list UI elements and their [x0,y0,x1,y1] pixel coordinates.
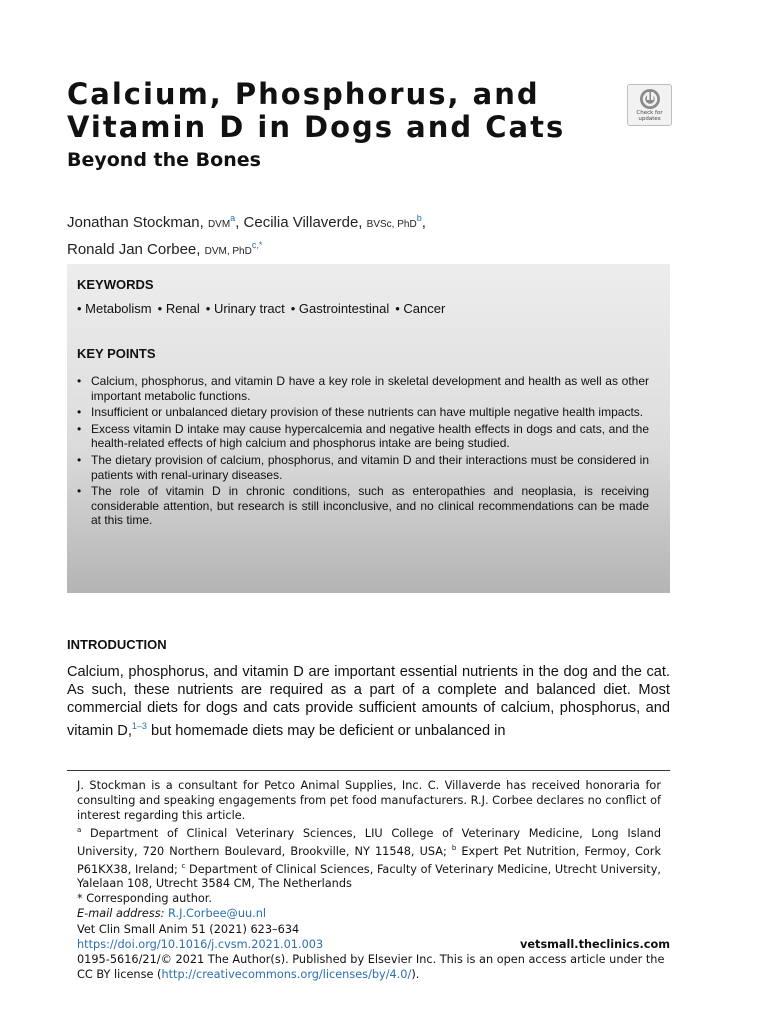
affiliation-b: Expert Pet Nutrition, Fermoy, Cork P61KX38, Ireland; [77,844,661,876]
disclosure-statement: J. Stockman is a consultant for Petco Animal Supplies, Inc. C. Villaverde has received honoraria for consulting and speaking engagements from pet food manufacturers. R.J. Corbee declares no conflict of interest regarding this article. [77,779,661,822]
keywords-heading: KEYWORDS [77,277,154,292]
affiliation-mark: b [451,843,457,852]
author-name: Ronald Jan Corbee, [67,241,201,258]
affiliation-mark: c [181,861,186,870]
citation-block [77,922,670,982]
author-degree: DVM, PhD [204,246,252,257]
keyword-item: • Metabolism [77,301,152,316]
keyword-item: • Urinary tract [206,301,285,316]
reference-link[interactable]: 1–3 [131,721,147,731]
affiliation-marker[interactable]: c,* [251,240,263,250]
footnotes [77,778,661,921]
key-points-list [77,374,649,530]
affiliation-mark: a [77,826,82,834]
intro-text-continued: but homemade diets may be deficient or unbalanced in [146,722,506,739]
introduction-heading: INTRODUCTION [67,637,167,652]
keyword-list [77,301,451,316]
email-link[interactable]: R.J.Corbee@uu.nl [168,907,267,921]
intro-text: Calcium, phosphorus, and vitamin D are important essential nutrients in the dog and the cat. As such, these nutrients are required as a part of a complete and balanced diet. Most commercial diets for dogs and cats provide sufficient amounts of calcium, phosphorus, and vitamin D, [67,664,670,739]
affiliation-a: Department of Clinical Veterinary Sciences, LIU College of Veterinary Medicine, Long Island University, 720 Northern Boulevard, Brookville, NY 11548, USA; [77,826,661,858]
article-title: Calcium, Phosphorus, and Vitamin D in Dogs and Cats [67,77,566,144]
footnote-divider [67,770,670,771]
corresponding-author: * Corresponding author. [77,892,212,906]
key-points-heading: KEY POINTS [77,346,156,361]
license-link[interactable]: http://creativecommons.org/licenses/by/4.0/ [161,968,412,981]
copyright-statement [77,952,670,982]
article-subtitle: Beyond the Bones [67,149,261,171]
journal-reference: Vet Clin Small Anim 51 (2021) 623–634 [77,923,300,936]
affiliation-marker[interactable]: b [416,213,422,223]
update-check-icon [639,88,661,110]
journal-website[interactable]: vetsmall.theclinics.com [520,938,670,951]
author-separator: , [421,214,426,231]
keyword-item: • Gastrointestinal [291,301,390,316]
author-list [67,208,667,262]
copyright-end: ). [411,968,420,981]
key-point-item: • Calcium, phosphorus, and vitamin D have a key role in skeletal development and health as well as other important metabolic functions. [77,374,649,403]
author-degree: BVSc, PhD [366,219,417,230]
keywords-keypoints-box [67,264,670,593]
key-point-item: • The dietary provision of calcium, phosphorus, and vitamin D and their interactions must be considered in patients with renal-urinary diseases. [77,453,649,482]
keyword-item: • Renal [158,301,200,316]
author-separator: , [235,214,240,231]
affiliations [77,823,661,891]
doi-link[interactable]: https://doi.org/10.1016/j.cvsm.2021.01.003 [77,938,324,951]
introduction-paragraph [67,663,670,740]
author-name: Cecilia Villaverde, [243,214,363,231]
key-point-item: • The role of vitamin D in chronic conditions, such as enteropathies and neoplasia, is receiving considerable attention, but research is still inconclusive, and no clinical recommendations can be made at this time. [77,484,649,528]
affiliation-c: Department of Clinical Sciences, Faculty of Veterinary Medicine, Utrecht University, Yalelaan 108, Utrecht 3584 CM, The Netherlands [77,862,662,891]
author-degree: DVM [207,219,231,230]
copyright-text: 0195-5616/21/© 2021 The Author(s). Published by Elsevier Inc. This is an open access article under the CC BY license ( [77,953,665,981]
doi-row [77,937,670,952]
key-point-item: • Insufficient or unbalanced dietary provision of these nutrients can have multiple negative health impacts. [77,405,649,420]
badge-label: Check for updates [636,110,663,122]
key-point-item: • Excess vitamin D intake may cause hypercalcemia and negative health effects in dogs and cats, and the health-related effects of high calcium and phosphorus intake are being studied. [77,422,649,451]
affiliation-marker[interactable]: a [230,213,236,223]
email-label: E-mail address: [77,907,165,921]
check-for-updates-badge[interactable] [627,84,672,126]
email-line [77,906,661,921]
keyword-item: • Cancer [395,301,445,316]
author-name: Jonathan Stockman, [67,214,204,231]
